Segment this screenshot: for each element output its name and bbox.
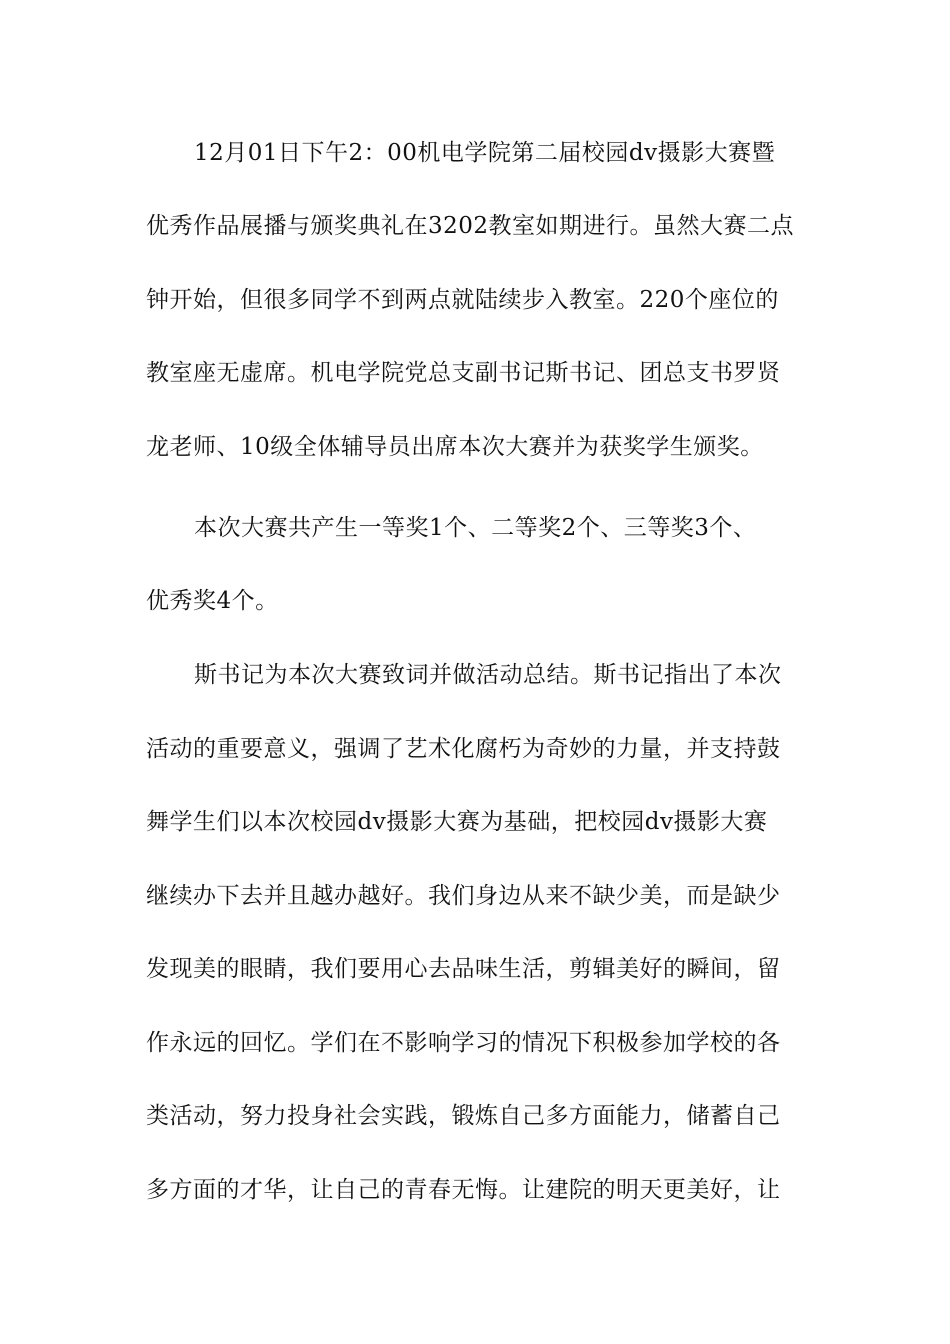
paragraph-line: 教室座无虚席。机电学院党总支副书记斯书记、团总支书罗贤 [146,360,781,386]
paragraph-line: 类活动，努力投身社会实践，锻炼自己多方面能力，储蓄自己 [146,1103,781,1129]
paragraph-line: 舞学生们以本次校园dv摄影大赛为基础，把校园dv摄影大赛 [146,809,768,835]
paragraph-line: 优秀奖4个。 [146,588,279,614]
paragraph-line: 斯书记为本次大赛致词并做活动总结。斯书记指出了本次 [194,662,782,688]
paragraph-line: 龙老师、10级全体辅导员出席本次大赛并为获奖学生颁奖。 [146,434,764,460]
paragraph-line: 本次大赛共产生一等奖1个、二等奖2个、三等奖3个、 [194,515,757,541]
paragraph-line: 优秀作品展播与颁奖典礼在3202教室如期进行。虽然大赛二点 [146,213,795,239]
paragraph-line: 多方面的才华，让自己的青春无悔。让建院的明天更美好，让 [146,1177,781,1203]
paragraph-line: 发现美的眼睛，我们要用心去品味生活，剪辑美好的瞬间，留 [146,956,781,982]
paragraph-line: 活动的重要意义，强调了艺术化腐朽为奇妙的力量，并支持鼓 [146,736,781,762]
paragraph-line: 钟开始，但很多同学不到两点就陆续步入教室。220个座位的 [146,287,779,313]
paragraph-line: 12月01日下午2：00机电学院第二届校园dv摄影大赛暨 [194,140,776,166]
paragraph-line: 继续办下去并且越办越好。我们身边从来不缺少美，而是缺少 [146,883,781,909]
paragraph-line: 作永远的回忆。学们在不影响学习的情况下积极参加学校的各 [146,1030,781,1056]
